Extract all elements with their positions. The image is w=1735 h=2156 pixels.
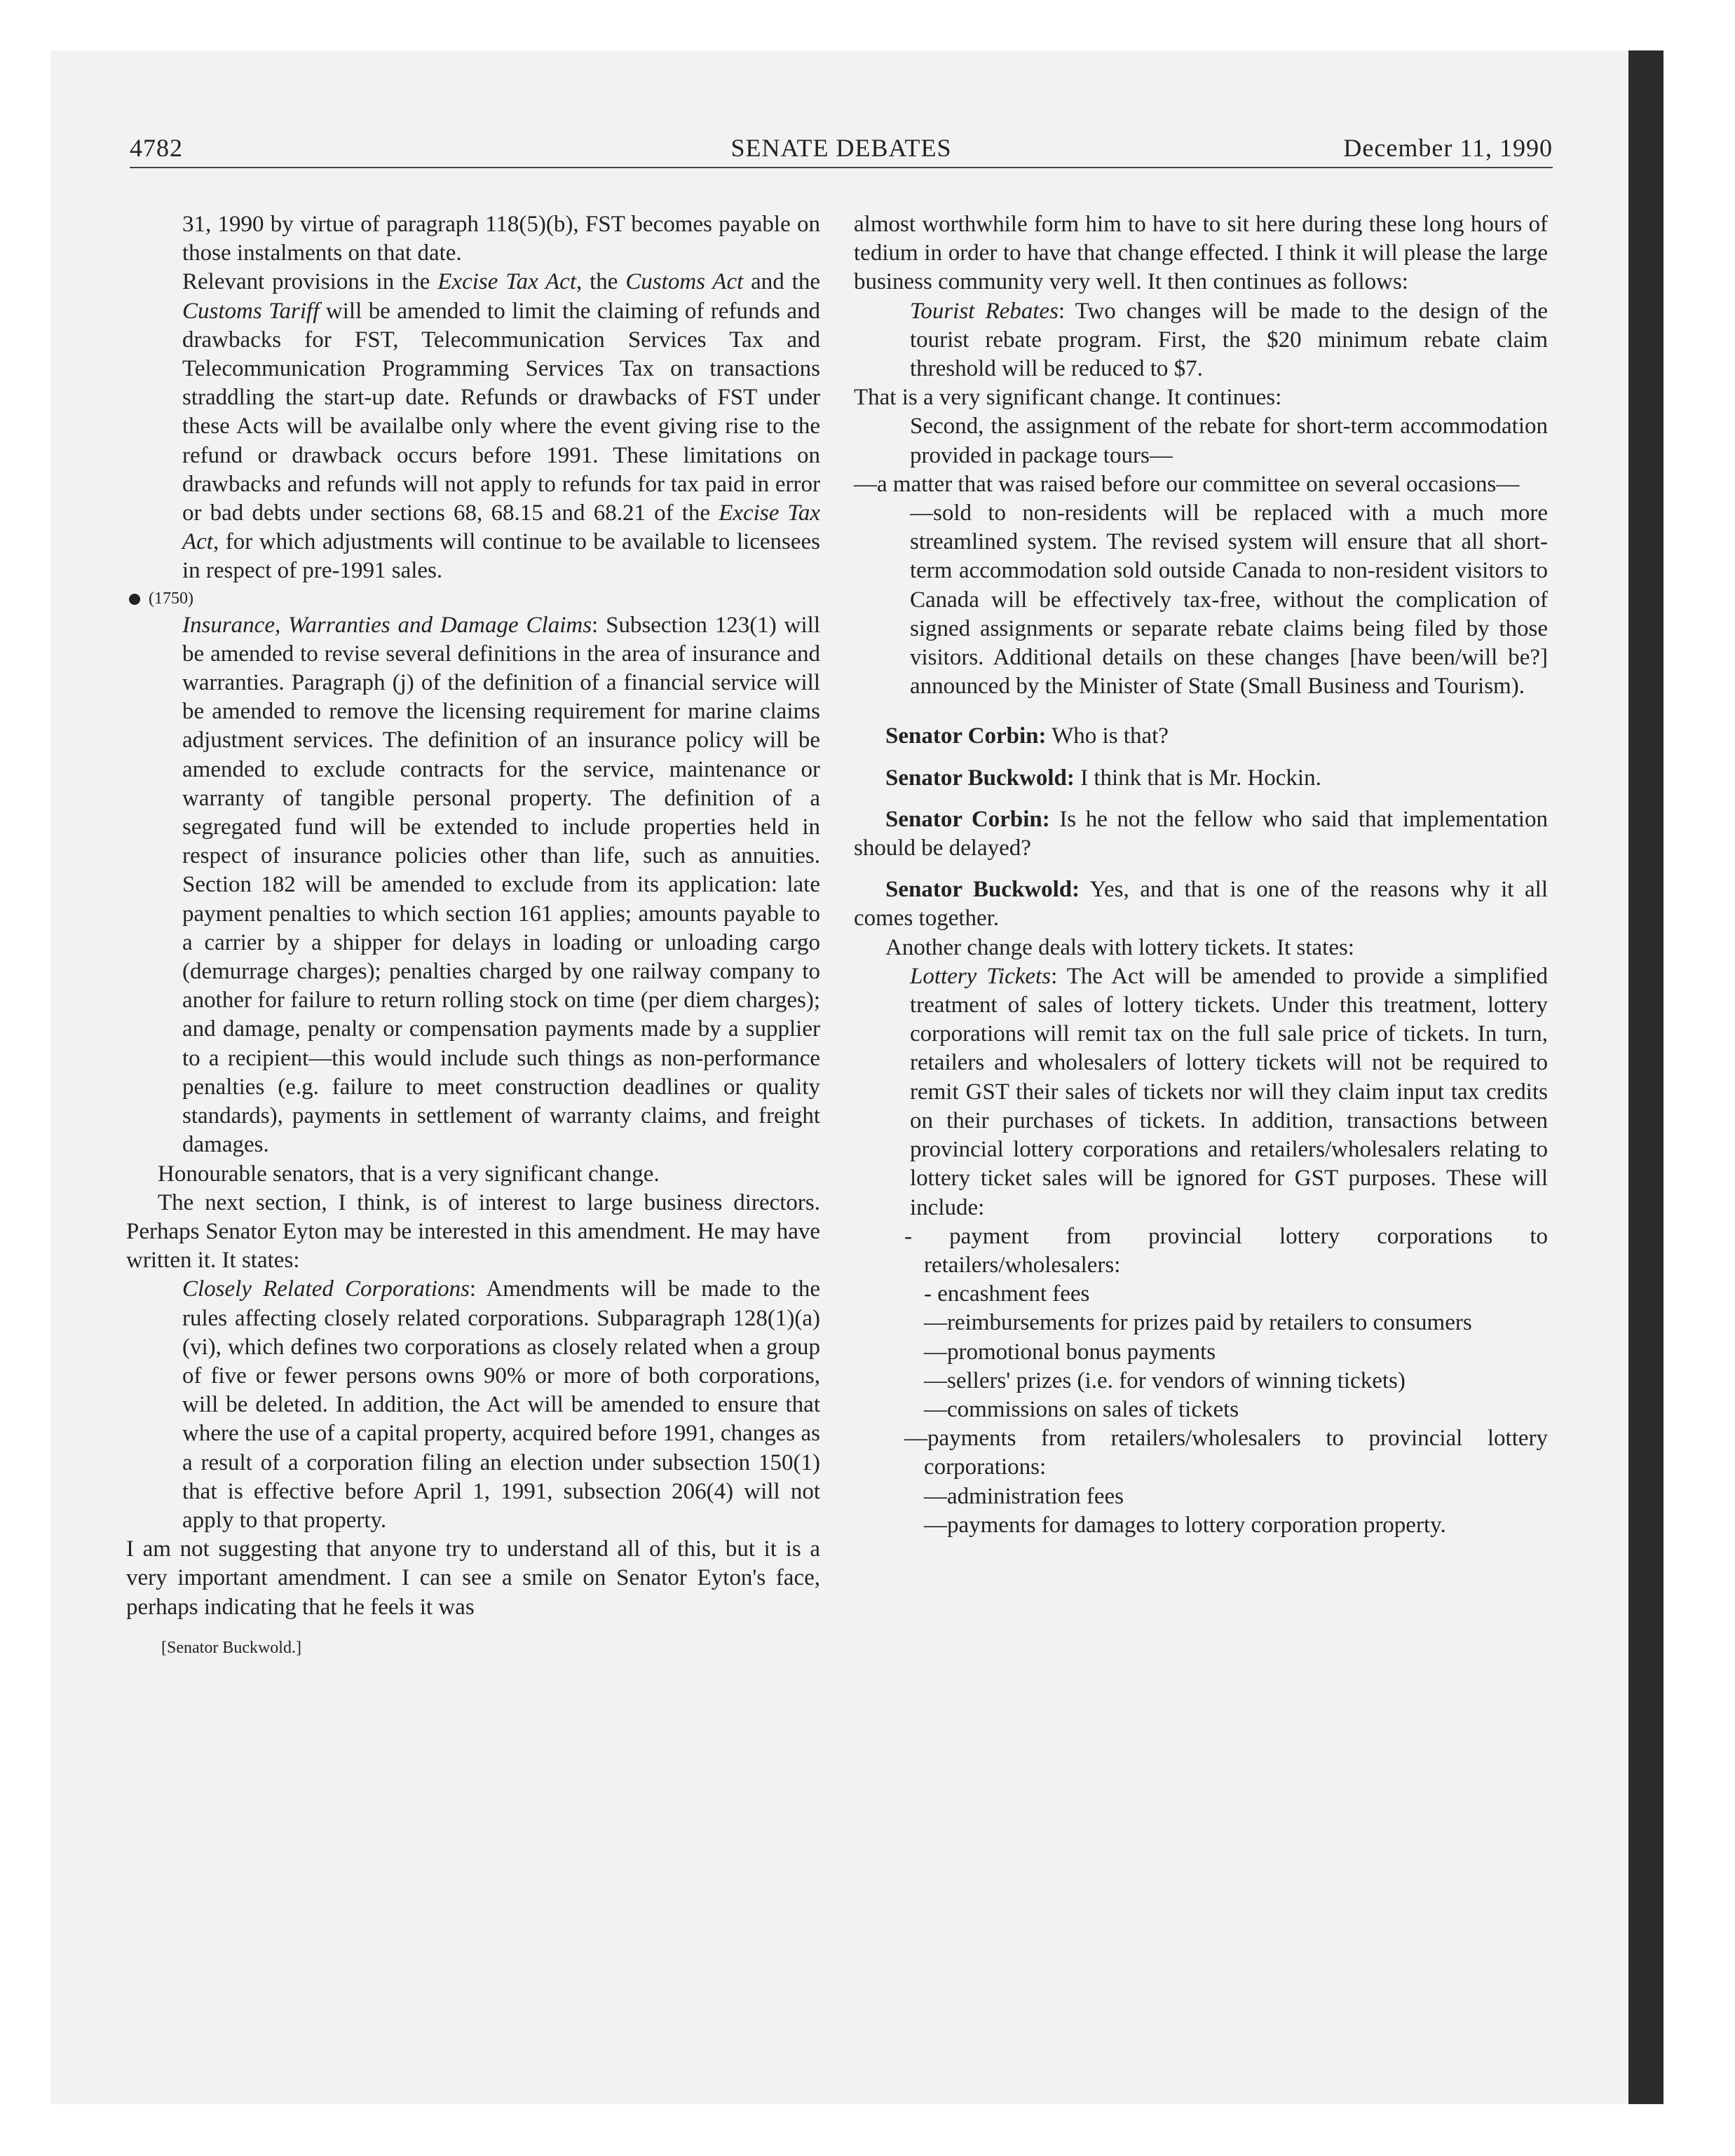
left-column <box>126 210 820 1658</box>
bullet-icon <box>129 594 140 605</box>
list-item: —sellers' prizes (i.e. for vendors of winning tickets) <box>924 1367 1406 1393</box>
running-header <box>130 133 1553 168</box>
time-marker: (1750) <box>126 586 820 611</box>
speaker-line: Senator Buckwold: I think that is Mr. Hockin. <box>885 765 1321 791</box>
quoted-paragraph: Closely Related Corporations: Amendments will be made to the rules affecting closely related corporations. Subparagraph 128(1)(a)(vi), which defines two corporations as closely related when a group of five or fewer persons owns 90% or more of both corporations, will be deleted. In addition, the Act will be amended to ensure that where the use of a capital property, acquired before 1991, changes as a result of a corporation filing an election under subsection 150(1) that is effective before April 1, 1991, subsection 206(4) will not apply to that property. <box>182 1276 820 1533</box>
list-item: —payments for damages to lottery corporation property. <box>924 1512 1446 1538</box>
speaker-name: Senator Buckwold: <box>885 877 1080 903</box>
quoted-paragraph: —sold to non-residents will be replaced with a much more streamlined system. The revised system will ensure that all short-term accommodation sold outside Canada to non-resident visitors to Canada will be effectively tax-free, without the complication of signed assignments or separate rebate claims being filed by those visitors. Additional details on these changes [have been/will be?] announced by the Minister of State (Small Business and Tourism). <box>910 500 1548 700</box>
list-item: —reimbursements for prizes paid by retailers to consumers <box>924 1310 1472 1336</box>
scan-edge-bar <box>1628 50 1663 2104</box>
publication-title: SENATE DEBATES <box>730 134 952 162</box>
paragraph: almost worthwhile form him to have to sit here during these long hours of tedium in order to have that change effected. I think it will please the large business community very well. It then continues as follows: <box>854 212 1548 295</box>
right-column <box>854 210 1548 1540</box>
list-heading: —payments from retailers/wholesalers to provincial lottery corporations: <box>904 1426 1548 1480</box>
header-rule <box>130 167 1553 168</box>
paragraph: —a matter that was raised before our committee on several occasions— <box>854 471 1520 497</box>
list-item: —administration fees <box>924 1483 1124 1509</box>
quoted-paragraph: Insurance, Warranties and Damage Claims: Subsection 123(1) will be amended to revise several definitions in the area of insurance and warranties. Paragraph (j) of the definition of a financial service will be amended to remove the licensing requirement for marine claims adjustment services. The definition of an insurance policy will be amended to exclude contracts for the service, maintenance or warranty of tangible personal property. The definition of a segregated fund will be extended to include properties held in respect of insurance policies other than life, such as annuities. Section 182 will be amended to exclude from its application: late payment penalties to which section 161 applies; amounts payable to a carrier by a shipper for delays in loading or unloading cargo (demurrage charges); penalties charged by one railway company to another for failure to return rolling stock on time (per diem charges); and damage, penalty or compensation payments made by a supplier to a recipient—this would include such things as non-performance penalties (e.g. failure to meet construction deadlines or quality standards), payments in settlement of warranty claims, and freight damages. <box>182 612 820 1158</box>
paragraph: I am not suggesting that anyone try to understand all of this, but it is a very important amendment. I can see a smile on Senator Eyton's face, perhaps indicating that he feels it was <box>126 1536 820 1620</box>
paragraph: Relevant provisions in the Excise Tax Act, the Customs Act and the Customs Tariff will be amended to limit the claiming of refunds and drawbacks for FST, Telecommunication Services Tax and Telecommunication Programming Services Tax on transactions straddling the start-up date. Refunds or drawbacks of FST under these Acts will be availalbe only where the event giving rise to the refund or drawback occurs before 1991. These limitations on drawbacks and refunds will not apply to refunds for tax paid in error or bad debts under sections 68, 68.15 and 68.21 of the Excise Tax Act, for which adjustments will continue to be available to licensees in respect of pre-1991 sales. <box>182 269 820 584</box>
speaker-line: Senator Corbin: Is he not the fellow who said that implementation should be delayed? <box>854 806 1548 861</box>
quoted-paragraph: Second, the assignment of the rebate for short-term accommodation provided in package tours— <box>910 414 1548 468</box>
page-number: 4782 <box>130 134 183 162</box>
speaker-line: Senator Buckwold: Yes, and that is one of the reasons why it all comes together. <box>854 877 1548 932</box>
speaker-name: Senator Buckwold: <box>885 765 1075 791</box>
list-item: - encashment fees <box>924 1281 1090 1307</box>
list-item: —promotional bonus payments <box>924 1339 1216 1365</box>
quoted-paragraph: Tourist Rebates: Two changes will be made to the design of the tourist rebate program. First, the $20 minimum rebate claim threshold will be reduced to $7. <box>910 298 1548 382</box>
paragraph: Honourable senators, that is a very significant change. <box>158 1161 660 1187</box>
speaker-line: Senator Corbin: Who is that? <box>885 723 1169 749</box>
speaker-name: Senator Corbin: <box>885 723 1047 749</box>
speaker-name: Senator Corbin: <box>885 806 1050 832</box>
speaker-footer: [Senator Buckwold.] <box>161 1638 301 1657</box>
paragraph: That is a very significant change. It continues: <box>854 385 1282 411</box>
list-heading: - payment from provincial lottery corporations to retailers/wholesalers: <box>904 1223 1548 1278</box>
paragraph: The next section, I think, is of interest to large business directors. Perhaps Senator Eyton may be interested in this amendment. He may have written it. It states: <box>126 1189 820 1274</box>
header-date: December 11, 1990 <box>1343 134 1553 162</box>
paragraph: Another change deals with lottery tickets. It states: <box>885 934 1354 960</box>
list-item: —commissions on sales of tickets <box>924 1396 1239 1422</box>
quoted-paragraph: Lottery Tickets: The Act will be amended to provide a simplified treatment of sales of lottery tickets. Under this treatment, lottery corporations will remit tax on the full sale price of tickets. In turn, retailers and wholesalers of lottery tickets will not be required to remit GST their sales of tickets nor will they claim input tax credits on their purchases of tickets. In addition, transactions between provincial lottery corporations and retailers/wholesalers relating to lottery ticket sales will be ignored for GST purposes. These will include: <box>910 963 1548 1220</box>
paragraph: 31, 1990 by virtue of paragraph 118(5)(b), FST becomes payable on those instalments on that date. <box>182 212 820 266</box>
